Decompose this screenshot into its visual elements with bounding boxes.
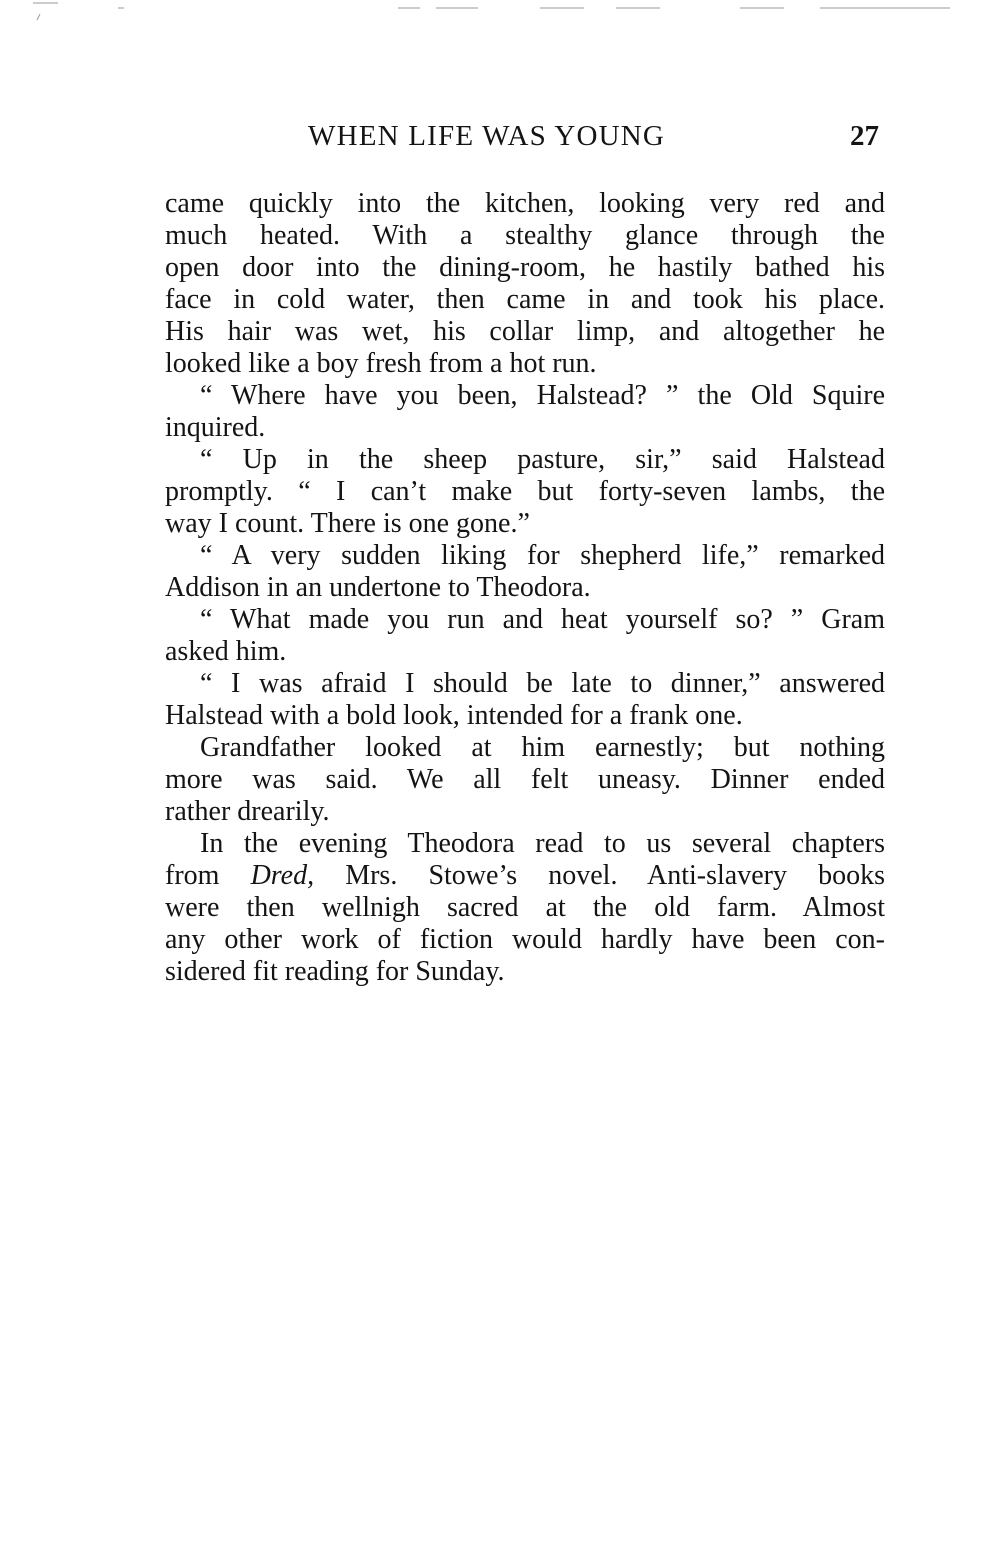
text-line: rather drearily. bbox=[165, 796, 330, 827]
text-line: sidered fit reading for Sunday. bbox=[165, 956, 505, 987]
body-text bbox=[165, 188, 885, 988]
text-line: “ I was afraid I should be late to dinner,” answered bbox=[200, 668, 885, 699]
page-number: 27 bbox=[850, 120, 879, 152]
running-head bbox=[165, 112, 885, 160]
text-line: Addison in an undertone to Theodora. bbox=[165, 572, 591, 603]
text-line: His hair was wet, his collar limp, and altogether he bbox=[165, 316, 885, 347]
text-line: “ A very sudden liking for shepherd life,” remarked bbox=[200, 540, 885, 571]
text-line: way I count. There is one gone.” bbox=[165, 508, 530, 539]
text-line: inquired. bbox=[165, 412, 266, 443]
text-line: open door into the dining-room, he hastily bathed his bbox=[165, 252, 885, 283]
text-line: promptly. “ I can’t make but forty-seven lambs, the bbox=[165, 476, 885, 507]
running-title: WHEN LIFE WAS YOUNG bbox=[308, 120, 666, 152]
text-fragment: Mrs. Stowe’s novel. Anti-slavery books bbox=[314, 860, 886, 891]
text-line: “ What made you run and heat yourself so? ” Gram bbox=[200, 604, 885, 635]
text-line: “ Where have you been, Halstead? ” the Old Squire bbox=[200, 380, 885, 411]
text-line: “ Up in the sheep pasture, sir,” said Halstead bbox=[200, 444, 885, 475]
text-line-with-italic bbox=[165, 860, 885, 892]
text-line: any other work of fiction would hardly have been con- bbox=[165, 924, 885, 955]
text-line: asked him. bbox=[165, 636, 287, 667]
text-line: more was said. We all felt uneasy. Dinner ended bbox=[165, 764, 885, 795]
text-line: were then wellnigh sacred at the old farm. Almost bbox=[165, 892, 885, 923]
text-line: Grandfather looked at him earnestly; but nothing bbox=[200, 732, 885, 763]
text-line: much heated. With a stealthy glance through the bbox=[165, 220, 885, 251]
text-line: looked like a boy fresh from a hot run. bbox=[165, 348, 597, 379]
italic-book-title: Dred, bbox=[250, 860, 315, 891]
text-line: face in cold water, then came in and took his place. bbox=[165, 284, 885, 315]
text-line: In the evening Theodora read to us several chapters bbox=[200, 828, 885, 859]
scan-edge-marks bbox=[0, 0, 1000, 20]
text-fragment: from bbox=[165, 860, 251, 891]
text-line: Halstead with a bold look, intended for a frank one. bbox=[165, 700, 743, 731]
text-line: came quickly into the kitchen, looking very red and bbox=[165, 188, 885, 219]
